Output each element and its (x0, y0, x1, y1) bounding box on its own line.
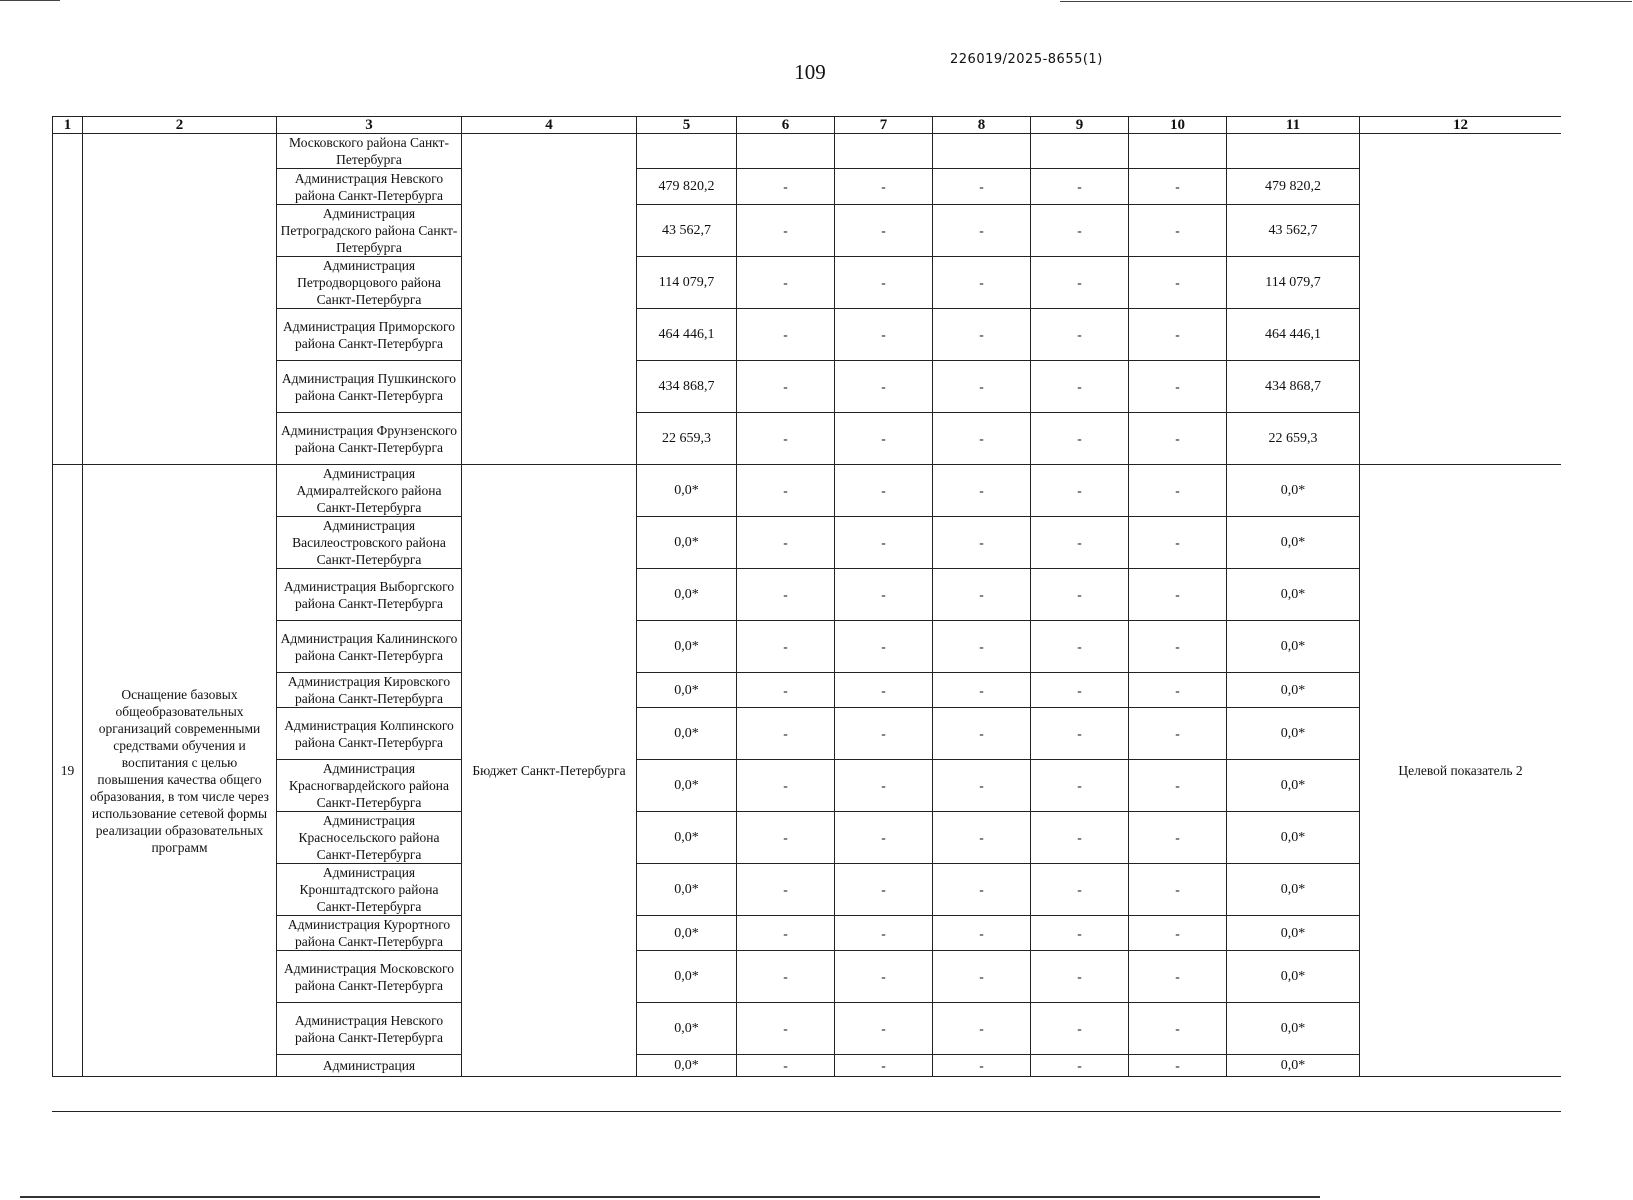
value-cell-c10 (1129, 134, 1227, 169)
value-cell-c8: - (933, 361, 1031, 413)
value-cell-c11: 0,0* (1227, 621, 1360, 673)
value-cell-c7: - (835, 673, 933, 708)
table-row (53, 1055, 1562, 1077)
column-header-10: 10 (1129, 117, 1227, 134)
organization-cell: Администрация (277, 1055, 462, 1077)
value-cell-c8: - (933, 413, 1031, 465)
value-cell-c8: - (933, 309, 1031, 361)
value-cell-c10: - (1129, 465, 1227, 517)
value-cell-c5: 0,0* (637, 465, 737, 517)
value-cell-c8: - (933, 673, 1031, 708)
measure-description-cell: Оснащение базовых общеобразовательных организаций современными средствами обучения и воспитания с целью повышения качества общего образования, в том числе через использование сетевой формы реализации образовательных программ (83, 465, 277, 1077)
value-cell-c10: - (1129, 569, 1227, 621)
scan-bottom-edge (20, 1196, 1320, 1198)
value-cell-c5: 0,0* (637, 812, 737, 864)
column-header-11: 11 (1227, 117, 1360, 134)
value-cell-c6 (737, 134, 835, 169)
table-row (53, 760, 1562, 812)
table-row (53, 569, 1562, 621)
value-cell-c11: 464 446,1 (1227, 309, 1360, 361)
column-header-4: 4 (462, 117, 637, 134)
organization-cell: Администрация Пушкинского района Санкт-Петербурга (277, 361, 462, 413)
value-cell-c10: - (1129, 708, 1227, 760)
value-cell-c6: - (737, 760, 835, 812)
value-cell-c9: - (1031, 517, 1129, 569)
value-cell-c9: - (1031, 569, 1129, 621)
value-cell-c5: 114 079,7 (637, 257, 737, 309)
table-row (53, 309, 1562, 361)
organization-cell: Администрация Калининского района Санкт-Петербурга (277, 621, 462, 673)
value-cell-c9: - (1031, 916, 1129, 951)
value-cell-c7: - (835, 309, 933, 361)
budget-table (52, 116, 1561, 1077)
organization-cell: Администрация Петроградского района Санкт-Петербурга (277, 205, 462, 257)
table-row (53, 1003, 1562, 1055)
value-cell-c9: - (1031, 864, 1129, 916)
organization-cell: Администрация Красносельского района Санкт-Петербурга (277, 812, 462, 864)
value-cell-c6: - (737, 916, 835, 951)
value-cell-c5 (637, 134, 737, 169)
value-cell-c7: - (835, 864, 933, 916)
value-cell-c10: - (1129, 916, 1227, 951)
value-cell-c6: - (737, 205, 835, 257)
value-cell-c5: 0,0* (637, 1003, 737, 1055)
value-cell-c7: - (835, 169, 933, 205)
value-cell-c8: - (933, 760, 1031, 812)
value-cell-c9: - (1031, 951, 1129, 1003)
value-cell-c5: 0,0* (637, 760, 737, 812)
value-cell-c11: 114 079,7 (1227, 257, 1360, 309)
table-body (53, 134, 1562, 1077)
organization-cell: Администрация Адмиралтейского района Санкт-Петербурга (277, 465, 462, 517)
organization-cell: Администрация Выборгского района Санкт-Петербурга (277, 569, 462, 621)
value-cell-c10: - (1129, 257, 1227, 309)
value-cell-c10: - (1129, 864, 1227, 916)
table-row (53, 205, 1562, 257)
value-cell-c10: - (1129, 517, 1227, 569)
scan-edge-line-left (0, 0, 60, 1)
organization-cell: Администрация Петродворцового района Санкт-Петербурга (277, 257, 462, 309)
value-cell-c9: - (1031, 1003, 1129, 1055)
organization-cell: Администрация Колпинского района Санкт-Петербурга (277, 708, 462, 760)
value-cell-c7: - (835, 760, 933, 812)
value-cell-c5: 464 446,1 (637, 309, 737, 361)
value-cell-c8: - (933, 517, 1031, 569)
value-cell-c7: - (835, 916, 933, 951)
table-row (53, 621, 1562, 673)
column-header-6: 6 (737, 117, 835, 134)
value-cell-c7 (835, 134, 933, 169)
value-cell-c10: - (1129, 361, 1227, 413)
column-header-7: 7 (835, 117, 933, 134)
value-cell-c7: - (835, 1003, 933, 1055)
column-header-8: 8 (933, 117, 1031, 134)
value-cell-c7: - (835, 361, 933, 413)
value-cell-c9: - (1031, 673, 1129, 708)
table-row (53, 916, 1562, 951)
value-cell-c6: - (737, 1003, 835, 1055)
value-cell-c9: - (1031, 205, 1129, 257)
value-cell-c11: 0,0* (1227, 812, 1360, 864)
value-cell-c10: - (1129, 413, 1227, 465)
value-cell-c5: 479 820,2 (637, 169, 737, 205)
organization-cell: Администрация Курортного района Санкт-Петербурга (277, 916, 462, 951)
value-cell-c9: - (1031, 257, 1129, 309)
column-header-2: 2 (83, 117, 277, 134)
value-cell-c8: - (933, 465, 1031, 517)
column-header-12: 12 (1360, 117, 1562, 134)
organization-cell: Администрация Московского района Санкт-Петербурга (277, 951, 462, 1003)
value-cell-c11: 0,0* (1227, 1055, 1360, 1077)
value-cell-c7: - (835, 708, 933, 760)
value-cell-c7: - (835, 812, 933, 864)
value-cell-c11: 0,0* (1227, 673, 1360, 708)
column-header-5: 5 (637, 117, 737, 134)
value-cell-c8: - (933, 621, 1031, 673)
value-cell-c6: - (737, 361, 835, 413)
document-code: 226019/2025-8655(1) (950, 52, 1103, 67)
value-cell-c7: - (835, 517, 933, 569)
value-cell-c6: - (737, 413, 835, 465)
value-cell-c7: - (835, 621, 933, 673)
table-row (53, 517, 1562, 569)
value-cell-c5: 0,0* (637, 864, 737, 916)
column-header-1: 1 (53, 117, 83, 134)
value-cell-c7: - (835, 465, 933, 517)
value-cell-c10: - (1129, 1055, 1227, 1077)
value-cell-c10: - (1129, 1003, 1227, 1055)
value-cell-c11: 434 868,7 (1227, 361, 1360, 413)
value-cell-c6: - (737, 621, 835, 673)
funding-source-cell: Бюджет Санкт-Петербурга (462, 465, 637, 1077)
organization-cell: Администрация Невского района Санкт-Петербурга (277, 169, 462, 205)
value-cell-c9 (1031, 134, 1129, 169)
value-cell-c5: 434 868,7 (637, 361, 737, 413)
value-cell-c8 (933, 134, 1031, 169)
value-cell-c11: 0,0* (1227, 517, 1360, 569)
value-cell-c7: - (835, 1055, 933, 1077)
value-cell-c6: - (737, 708, 835, 760)
column-header-3: 3 (277, 117, 462, 134)
value-cell-c11: 0,0* (1227, 465, 1360, 517)
value-cell-c5: 0,0* (637, 673, 737, 708)
value-cell-c8: - (933, 205, 1031, 257)
value-cell-c11: 0,0* (1227, 1003, 1360, 1055)
value-cell-c9: - (1031, 1055, 1129, 1077)
value-cell-c7: - (835, 257, 933, 309)
organization-cell: Администрация Красногвардейского района Санкт-Петербурга (277, 760, 462, 812)
value-cell-c10: - (1129, 812, 1227, 864)
organization-cell: Администрация Кронштадтского района Санкт-Петербурга (277, 864, 462, 916)
value-cell-c5: 43 562,7 (637, 205, 737, 257)
value-cell-c11: 22 659,3 (1227, 413, 1360, 465)
value-cell-c8: - (933, 708, 1031, 760)
column-header-9: 9 (1031, 117, 1129, 134)
value-cell-c9: - (1031, 708, 1129, 760)
value-cell-c8: - (933, 812, 1031, 864)
value-cell-c10: - (1129, 951, 1227, 1003)
value-cell-c8: - (933, 951, 1031, 1003)
value-cell-c7: - (835, 569, 933, 621)
value-cell-c11: 0,0* (1227, 760, 1360, 812)
table-row (53, 673, 1562, 708)
value-cell-c6: - (737, 309, 835, 361)
value-cell-c5: 0,0* (637, 1055, 737, 1077)
value-cell-c8: - (933, 169, 1031, 205)
value-cell-c9: - (1031, 169, 1129, 205)
value-cell-c9: - (1031, 760, 1129, 812)
value-cell-c6: - (737, 517, 835, 569)
row-number-cell: 19 (53, 465, 83, 1077)
organization-cell: Московского района Санкт-Петербурга (277, 134, 462, 169)
value-cell-c6: - (737, 569, 835, 621)
table-row (53, 169, 1562, 205)
table-row (53, 257, 1562, 309)
value-cell-c5: 0,0* (637, 569, 737, 621)
value-cell-c5: 0,0* (637, 621, 737, 673)
table-row (53, 361, 1562, 413)
value-cell-c9: - (1031, 413, 1129, 465)
value-cell-c11: 0,0* (1227, 916, 1360, 951)
value-cell-c8: - (933, 864, 1031, 916)
value-cell-c5: 0,0* (637, 916, 737, 951)
value-cell-c8: - (933, 1055, 1031, 1077)
value-cell-c7: - (835, 413, 933, 465)
value-cell-c5: 0,0* (637, 951, 737, 1003)
value-cell-c5: 0,0* (637, 517, 737, 569)
organization-cell: Администрация Кировского района Санкт-Петербурга (277, 673, 462, 708)
value-cell-c8: - (933, 257, 1031, 309)
value-cell-c6: - (737, 951, 835, 1003)
value-cell-c11: 479 820,2 (1227, 169, 1360, 205)
value-cell-c10: - (1129, 309, 1227, 361)
value-cell-c6: - (737, 864, 835, 916)
table-row (53, 812, 1562, 864)
value-cell-c11: 0,0* (1227, 569, 1360, 621)
value-cell-c8: - (933, 916, 1031, 951)
value-cell-c7: - (835, 951, 933, 1003)
value-cell-c9: - (1031, 465, 1129, 517)
value-cell-c6: - (737, 169, 835, 205)
row-number-cell-empty (53, 134, 83, 465)
value-cell-c10: - (1129, 205, 1227, 257)
value-cell-c11: 0,0* (1227, 708, 1360, 760)
column-number-header-row (53, 117, 1562, 134)
table-row (53, 465, 1562, 517)
value-cell-c11: 43 562,7 (1227, 205, 1360, 257)
table-row (53, 951, 1562, 1003)
value-cell-c8: - (933, 1003, 1031, 1055)
indicator-cell-empty (1360, 134, 1562, 465)
value-cell-c11: 0,0* (1227, 864, 1360, 916)
value-cell-c7: - (835, 205, 933, 257)
organization-cell: Администрация Василеостровского района Санкт-Петербурга (277, 517, 462, 569)
value-cell-c6: - (737, 812, 835, 864)
value-cell-c10: - (1129, 760, 1227, 812)
value-cell-c5: 0,0* (637, 708, 737, 760)
funding-source-cell-empty (462, 134, 637, 465)
measure-description-cell-empty (83, 134, 277, 465)
value-cell-c6: - (737, 257, 835, 309)
table-row (53, 413, 1562, 465)
value-cell-c10: - (1129, 673, 1227, 708)
value-cell-c10: - (1129, 621, 1227, 673)
value-cell-c9: - (1031, 621, 1129, 673)
budget-table-container (52, 116, 1561, 1112)
value-cell-c11: 0,0* (1227, 951, 1360, 1003)
table-row (53, 708, 1562, 760)
organization-cell: Администрация Невского района Санкт-Петербурга (277, 1003, 462, 1055)
value-cell-c9: - (1031, 309, 1129, 361)
organization-cell: Администрация Приморского района Санкт-Петербурга (277, 309, 462, 361)
page-number: 109 (794, 60, 826, 84)
value-cell-c6: - (737, 465, 835, 517)
table-row (53, 864, 1562, 916)
value-cell-c10: - (1129, 169, 1227, 205)
value-cell-c8: - (933, 569, 1031, 621)
table-row (53, 134, 1562, 169)
value-cell-c6: - (737, 1055, 835, 1077)
scan-edge-line-right (1060, 1, 1632, 2)
target-indicator-cell: Целевой показатель 2 (1360, 465, 1562, 1077)
value-cell-c5: 22 659,3 (637, 413, 737, 465)
value-cell-c11 (1227, 134, 1360, 169)
value-cell-c9: - (1031, 812, 1129, 864)
value-cell-c9: - (1031, 361, 1129, 413)
value-cell-c6: - (737, 673, 835, 708)
organization-cell: Администрация Фрунзенского района Санкт-Петербурга (277, 413, 462, 465)
